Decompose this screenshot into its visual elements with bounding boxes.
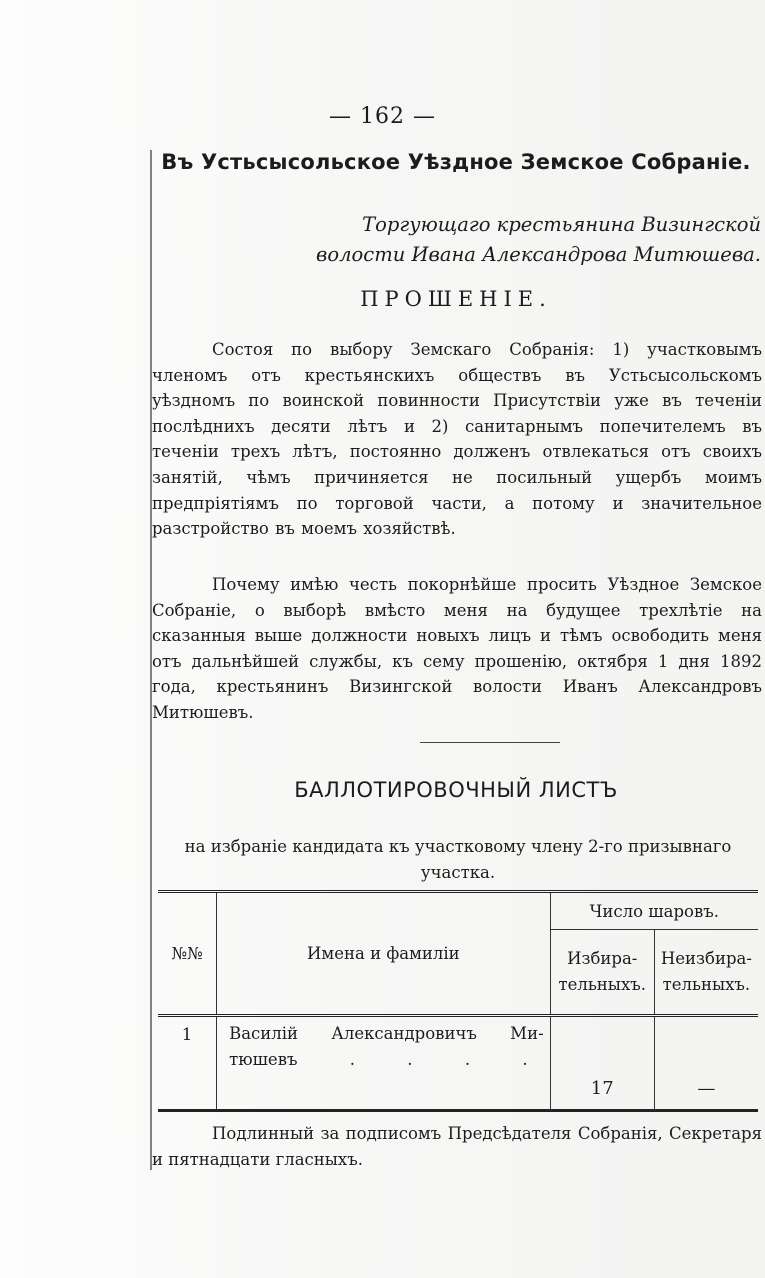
candidate-patronymic: Александровичъ [331,1024,477,1043]
ballot-subtitle [158,834,758,886]
header-against-line-2: тельныхъ. [662,975,751,994]
header-for-line-2: тельныхъ. [558,975,646,994]
header-votes-against [654,930,758,1016]
ballot-table [158,890,758,1112]
candidate-name-line-2 [229,1047,550,1073]
petitioner-line-2: волости Ивана Александрова Митюшева. [316,243,761,266]
section-divider [420,742,560,743]
petitioner-line [291,210,761,270]
candidate-first-name: Василій [229,1024,299,1043]
row-number: 1 [181,1025,193,1044]
paragraph-2-text: Почему имѣю честь покорнѣйше просить Уѣздное Земское Собраніе, о выборѣ вмѣсто меня на будущее трехлѣтіе на сказанныя выше должности новыхъ лицъ и тѣмъ освободить меня отъ дальнѣйшей службы, къ сему прошенію, октября 1 дня 1892 года, крестьянинъ Визингской волости Иванъ Александровъ Митюшевъ. [152,575,762,722]
candidate-name-line-1 [229,1021,550,1047]
document-heading: ПРОШЕНІЕ. [360,287,552,311]
candidate-surname-part-2: тюшевъ [229,1050,298,1069]
header-names: Имена и фамиліи [217,892,551,1016]
signature-note [152,1121,762,1173]
leader-dot: . [407,1050,413,1069]
ballot-subtitle-line-1: на избраніе кандидата къ участковому члену 2-го призывнаго [184,837,732,856]
leader-dot: . [522,1050,528,1069]
ballot-title: БАЛЛОТИРОВОЧНЫЙ ЛИСТЪ [294,778,618,802]
candidate-surname-part-1: Ми- [510,1024,544,1043]
header-for-line-1: Избира- [567,949,638,968]
row-candidate-name [217,1016,551,1111]
header-votes: Число шаровъ. [550,892,758,930]
signature-text: Подлинный за подписомъ Предсѣдателя Собранія, Секретаря и пятнадцати гласныхъ. [152,1124,762,1169]
row-votes-against: — [654,1016,758,1111]
addressee-line: Въ Устьсысольское Уѣздное Земское Собраніе. [161,150,751,174]
petition-paragraph-1 [152,337,762,542]
table-row [158,1016,758,1111]
petitioner-line-1: Торгующаго крестьянина Визингской [362,213,761,236]
paragraph-1-text: Состоя по выбору Земскаго Собранія: 1) участковымъ членомъ отъ крестьянскихъ обществъ въ Устьсысольскомъ уѣздномъ по воинской повинности Присутствіи уже въ теченіи послѣднихъ десяти лѣтъ и 2) санитарнымъ попечителемъ въ теченіи трехъ лѣтъ, постоянно долженъ отвлекаться отъ своихъ занятій, чѣмъ причиняется не посильный ущербъ моимъ предпріятіямъ по торговой части, а потому и значительное разстройство въ моемъ хозяйствѣ. [152,340,762,539]
header-votes-for [550,930,654,1016]
table-header-row [158,892,758,930]
header-against-line-1: Неизбира- [660,949,752,968]
leader-dot: . [464,1050,471,1069]
page-number: — 162 — [329,104,436,129]
header-number: №№ [171,944,203,963]
leader-dot: . [349,1050,356,1069]
row-votes-for: 17 [550,1016,654,1111]
ballot-subtitle-line-2: участка. [420,863,496,882]
petition-paragraph-2 [152,572,762,726]
